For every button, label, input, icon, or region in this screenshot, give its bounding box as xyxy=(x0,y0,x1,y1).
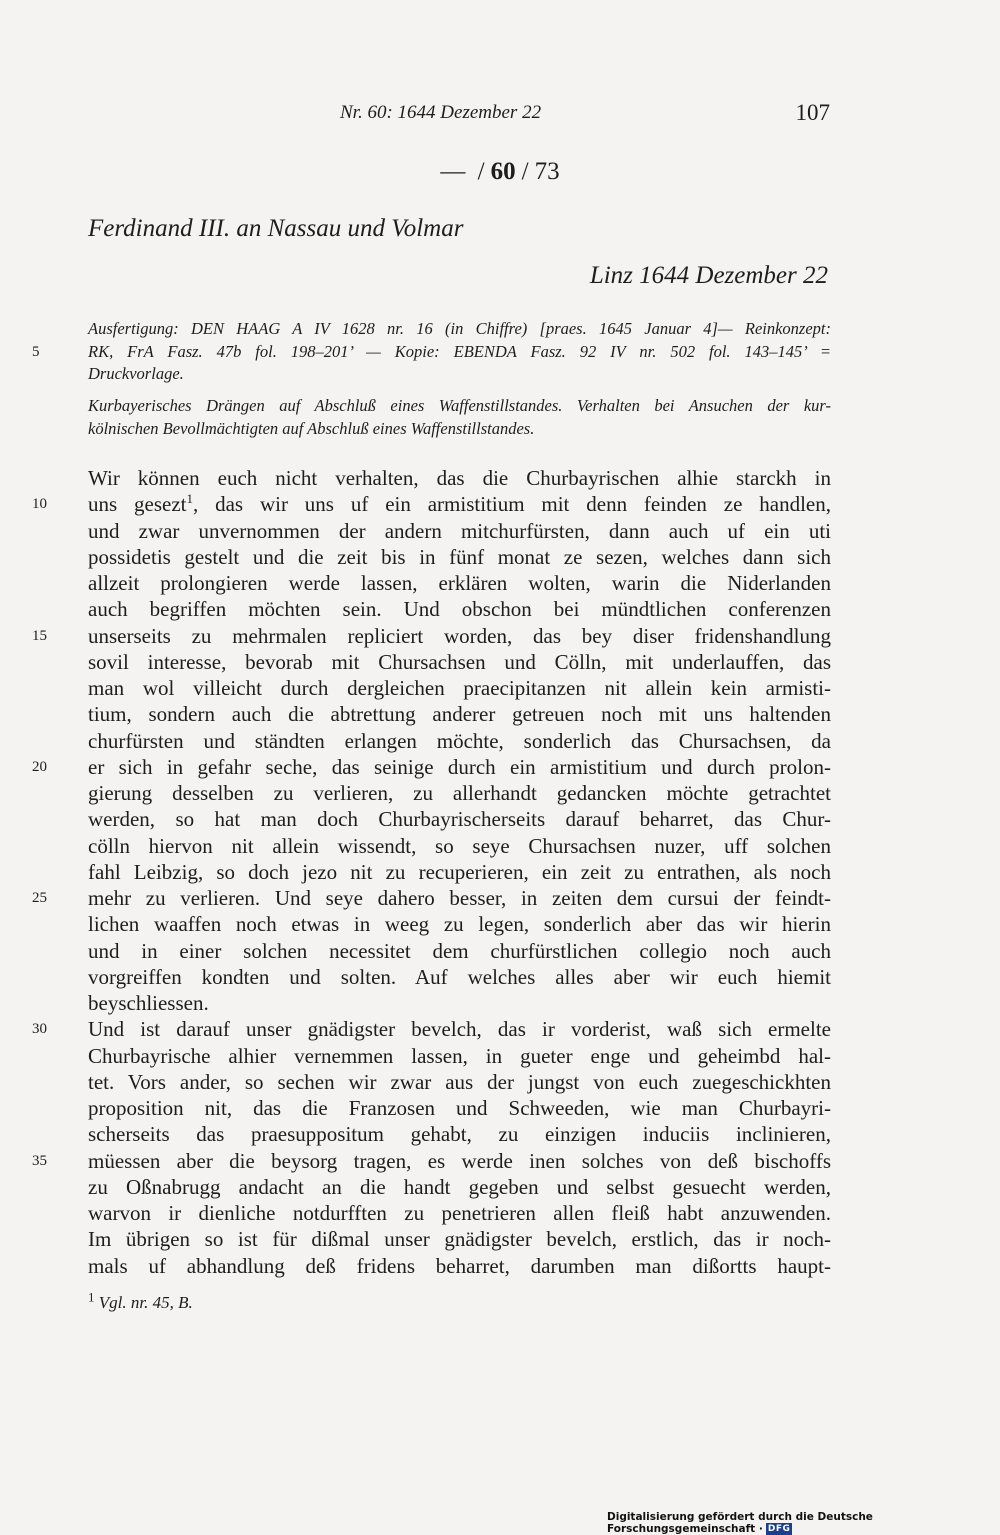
text-line xyxy=(88,544,831,570)
text-line xyxy=(88,1226,831,1252)
text-line xyxy=(88,938,831,964)
text-line xyxy=(88,1200,831,1226)
funding-notice xyxy=(607,1511,1000,1535)
line-text: churfürsten und ständten erlangen möchte, sonderlich das Chursachsen, da xyxy=(88,728,831,753)
running-header xyxy=(0,100,1000,130)
line-text: Im übrigen so ist für dißmal unser gnädigster bevelch, erstlich, das ir noch- xyxy=(88,1227,831,1252)
document-summary xyxy=(88,395,831,440)
text-line xyxy=(88,1043,831,1069)
line-text: gierung desselben zu verlieren, zu allerhandt gedancken möchte getrachtet xyxy=(88,781,831,805)
summary-line: kölnischen Bevollmächtigten auf Abschluß eines Waffenstillstandes. xyxy=(88,418,535,438)
doc-number-sep: / xyxy=(477,158,485,185)
text-line xyxy=(88,1174,831,1200)
text-line xyxy=(88,780,831,806)
text-line xyxy=(88,701,831,727)
line-number: 20 xyxy=(32,758,47,775)
dfg-logo: DFG xyxy=(767,1524,791,1534)
text-line xyxy=(88,1069,831,1095)
line-text: vorgreiffen kondten und solten. Auf welches alles aber wir euch hiemit xyxy=(88,964,831,989)
line-text: cölln hiervon nit allein wissendt, so seye Chursachsen nuzer, uff solchen xyxy=(88,833,831,858)
text-line xyxy=(88,859,831,885)
line-text: und zwar unvernommen der andern mitchurfürsten, dann auch uf ein uti xyxy=(88,518,831,543)
text-line xyxy=(88,1095,831,1121)
text-line xyxy=(88,728,831,754)
meta-line: Ausfertigung: DEN HAAG A IV 1628 nr. 16 (in Chiffre) [praes. 1645 Januar 4]— Reinkonzept: xyxy=(88,319,831,338)
text-line xyxy=(32,754,831,780)
text-line xyxy=(88,596,831,622)
text-line xyxy=(88,964,831,990)
source-metadata xyxy=(32,318,831,386)
document-number xyxy=(0,158,1000,186)
line-text: proposition nit, das die Franzosen und Schweeden, wie man Churbayri- xyxy=(88,1096,831,1120)
line-text: warvon ir dienliche notdurfften zu penetrieren allen fleiß habt anzuwenden. xyxy=(88,1201,831,1225)
line-text: auch begriffen möchten sein. Und obschon bei mündtlichen conferenzen xyxy=(88,597,831,622)
line-text: uns gesezt$^1$, das wir uns uf ein armistitium mit denn feinden ze handlen, xyxy=(88,491,831,517)
summary-line: Kurbayerisches Drängen auf Abschluß eines Waffenstillstandes. Verhalten bei Ansuchen der kur- xyxy=(88,396,831,415)
line-text: possidetis gestelt und die zeit bis in fünf monat ze sezen, welches dann sich xyxy=(88,544,831,569)
text-line xyxy=(88,806,831,832)
doc-number-sep: / xyxy=(521,158,529,185)
line-number: 10 xyxy=(32,496,47,513)
text-line xyxy=(88,570,831,596)
main-text xyxy=(32,465,831,1279)
text-line xyxy=(32,623,831,649)
line-text: scherseits das praesuppositum gehabt, zu einzigen induciis inclinieren, xyxy=(88,1122,831,1147)
footnote-mark: 1 xyxy=(88,1289,95,1305)
line-text: beyschliessen. xyxy=(88,991,209,1015)
text-line xyxy=(32,1016,831,1042)
meta-line-text: RK, FrA Fasz. 47b fol. 198–201’ — Kopie: EBENDA Fasz. 92 IV nr. 502 fol. 143–145’ = xyxy=(88,341,831,361)
line-text: unserseits zu mehrmalen repliciert worden, das bey diser fridenshandlung xyxy=(88,623,831,648)
text-line xyxy=(32,491,831,517)
line-text: er sich in gefahr seche, das seinige durch ein armistitium und durch prolon- xyxy=(88,754,831,779)
line-text: Wir können euch nicht verhalten, das die Churbayrischen alhie starckh in xyxy=(88,466,831,490)
text-line xyxy=(88,518,831,544)
line-text: tet. Vors ander, so sechen wir zwar aus der jungst von euch zuegeschickhten xyxy=(88,1069,831,1094)
text-line xyxy=(88,1253,831,1279)
text-line xyxy=(88,465,831,491)
line-text: man wol villeicht durch dergleichen praecipitanzen nit allein kein armisti- xyxy=(88,676,831,700)
text-line xyxy=(88,649,831,675)
text-line xyxy=(32,885,831,911)
line-text: fahl Leibzig, so doch jezo nit zu recuperieren, ein zeit zu entrathen, als noch xyxy=(88,859,831,884)
footnote-text: Vgl. nr. 45, B. xyxy=(98,1293,193,1312)
line-number: 5 xyxy=(32,343,40,360)
doc-number-dash: — xyxy=(440,158,466,185)
line-text: zu Oßnabrugg andacht an die handt gegeben und selbst gesuecht werden, xyxy=(88,1174,831,1199)
line-text: allzeit prolongieren werde lassen, erklären wolten, warin die Niderlanden xyxy=(88,571,831,595)
text-line xyxy=(88,1121,831,1147)
running-title: Nr. 60: 1644 Dezember 22 xyxy=(340,102,542,123)
line-text: Und ist darauf unser gnädigster bevelch, das ir vorderist, waß sich ermelte xyxy=(88,1017,831,1042)
line-text: und in einer solchen necessitet dem churfürstlichen collegio noch auch xyxy=(88,938,831,963)
line-text: sovil interesse, bevorab mit Chursachsen und Cölln, mit underlauffen, das xyxy=(88,649,831,674)
line-text: lichen waaffen noch etwas in weeg zu legen, sonderlich aber das wir hierin xyxy=(88,912,831,937)
line-text: tium, sondern auch die abtrettung anderer getreuen noch mit uns haltenden xyxy=(88,702,831,727)
doc-number-alt: 73 xyxy=(534,158,560,185)
document-title: Ferdinand III. an Nassau und Volmar xyxy=(88,215,464,242)
page-number: 107 xyxy=(795,100,830,125)
line-text: müessen aber die beysorg tragen, es werde inen solches von deß bischoffs xyxy=(88,1148,831,1173)
text-line xyxy=(32,1148,831,1174)
line-number: 25 xyxy=(32,890,47,906)
footnote xyxy=(88,1289,193,1313)
line-text: mals uf abhandlung deß fridens beharret, darumben man dißortts haupt- xyxy=(88,1253,831,1278)
meta-line-5 xyxy=(32,341,831,364)
text-line xyxy=(88,911,831,937)
text-line xyxy=(88,833,831,859)
place-date: Linz 1644 Dezember 22 xyxy=(589,262,828,289)
line-number: 30 xyxy=(32,1021,47,1038)
line-text: werden, so hat man doch Churbayrischerseits darauf beharret, das Chur- xyxy=(88,807,831,832)
line-text: mehr zu verlieren. Und seye dahero besser, in zeiten dem cursui der feindt- xyxy=(88,886,831,910)
meta-line: Druckvorlage. xyxy=(88,364,184,383)
text-line xyxy=(88,675,831,701)
funding-text: Digitalisierung gefördert durch die Deutsche Forschungsgemeinschaft · xyxy=(607,1511,873,1535)
footnote-ref: 1 xyxy=(186,491,193,507)
line-number: 15 xyxy=(32,627,47,644)
line-number: 35 xyxy=(32,1152,47,1169)
line-text: Churbayrische alhier vernemmen lassen, in gueter enge und geheimbd hal- xyxy=(88,1043,831,1068)
doc-number-main: 60 xyxy=(490,158,516,185)
text-line xyxy=(88,990,831,1016)
